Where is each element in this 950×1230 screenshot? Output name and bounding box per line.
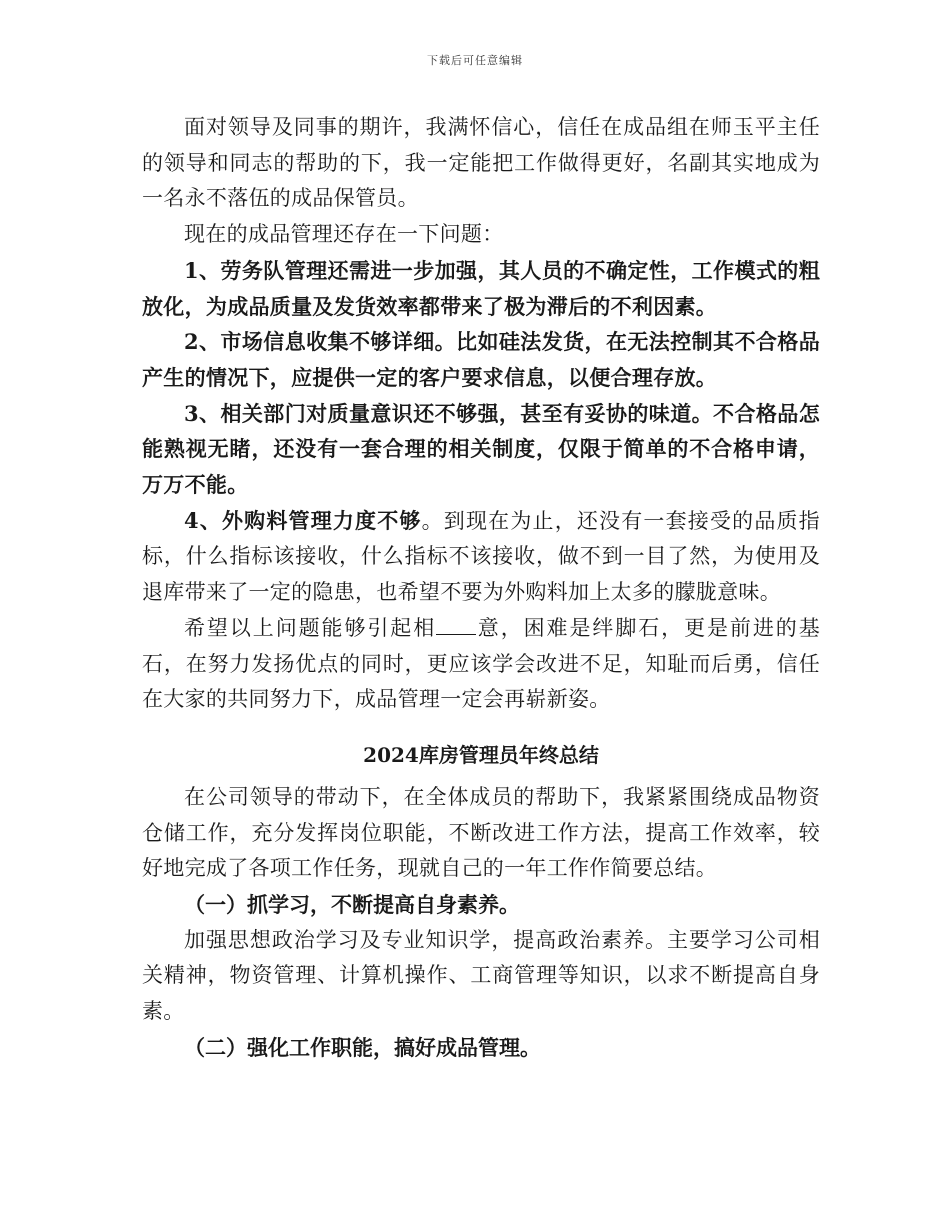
paragraph-confidence: 面对领导及同事的期许，我满怀信心，信任在成品组在师玉平主任的领导和同志的帮助的下，我一定能把工作做得更好，名副其实地成为一名永不落伍的成品保管员。	[142, 115, 820, 211]
paragraph-study: 加强思想政治学习及专业知识学，提高政治素养。主要学习公司相关精神，物资管理、计算机操作、工商管理等知识，以求不断提高自身素。	[142, 927, 820, 1024]
paragraph-closing-hope	[142, 611, 820, 718]
paragraph-problem-2: 2、市场信息收集不够详细。比如硅法发货，在无法控制其不合格品产生的情况下，应提供一定的客户要求信息，以便合理存放。	[142, 329, 820, 390]
sub-heading-management: （二）强化工作职能，搞好成品管理。	[184, 1034, 541, 1060]
paragraph-problem-4	[142, 503, 820, 611]
section-title: 2024库房管理员年终总结	[363, 742, 599, 767]
sub-heading-study: （一）抓学习，不断提高自身素养。	[184, 892, 520, 918]
page-header-note: 下载后可任意编辑	[427, 54, 523, 67]
document-body	[142, 110, 820, 1066]
paragraph-summary-intro: 在公司领导的带动下，在全体成员的帮助下，我紧紧围绕成品物资仓储工作，充分发挥岗位职能，不断改进工作方法，提高工作效率，较好地完成了各项工作任务，现就自己的一年工作作简要总结。	[142, 784, 820, 881]
paragraph-problem-1: 1、劳务队管理还需进一步加强，其人员的不确定性，工作模式的粗放化，为成品质量及发货效率都带来了极为滞后的不利因素。	[142, 257, 820, 319]
blank-underline	[436, 616, 476, 635]
closing-hope-part-b: 意，困难是绊脚石，更是前进的基石，在努力发扬优点的同时，更应该学会改进不足，知耻而后勇，信任在大家的共同努力下，成品管理一定会再崭新姿。	[142, 615, 820, 712]
closing-hope-part-a: 希望以上问题能够引起相	[184, 615, 437, 640]
paragraph-problems-intro: 现在的成品管理还存在一下问题：	[184, 222, 504, 247]
paragraph-problem-3: 3、相关部门对质量意识还不够强，甚至有妥协的味道。不合格品怎能熟视无睹，还没有一套合理的相关制度，仅限于简单的不合格申请，万万不能。	[142, 400, 820, 498]
problem-4-body: 。到现在为止，还没有一套接受的品质指标，什么指标该接收，什么指标不该接收，做不到一目了然，为使用及退库带来了一定的隐患，也希望不要为外购料加上太多的朦胧意味。	[142, 508, 820, 605]
problem-4-lead: 4、外购料管理力度不够	[184, 507, 422, 533]
